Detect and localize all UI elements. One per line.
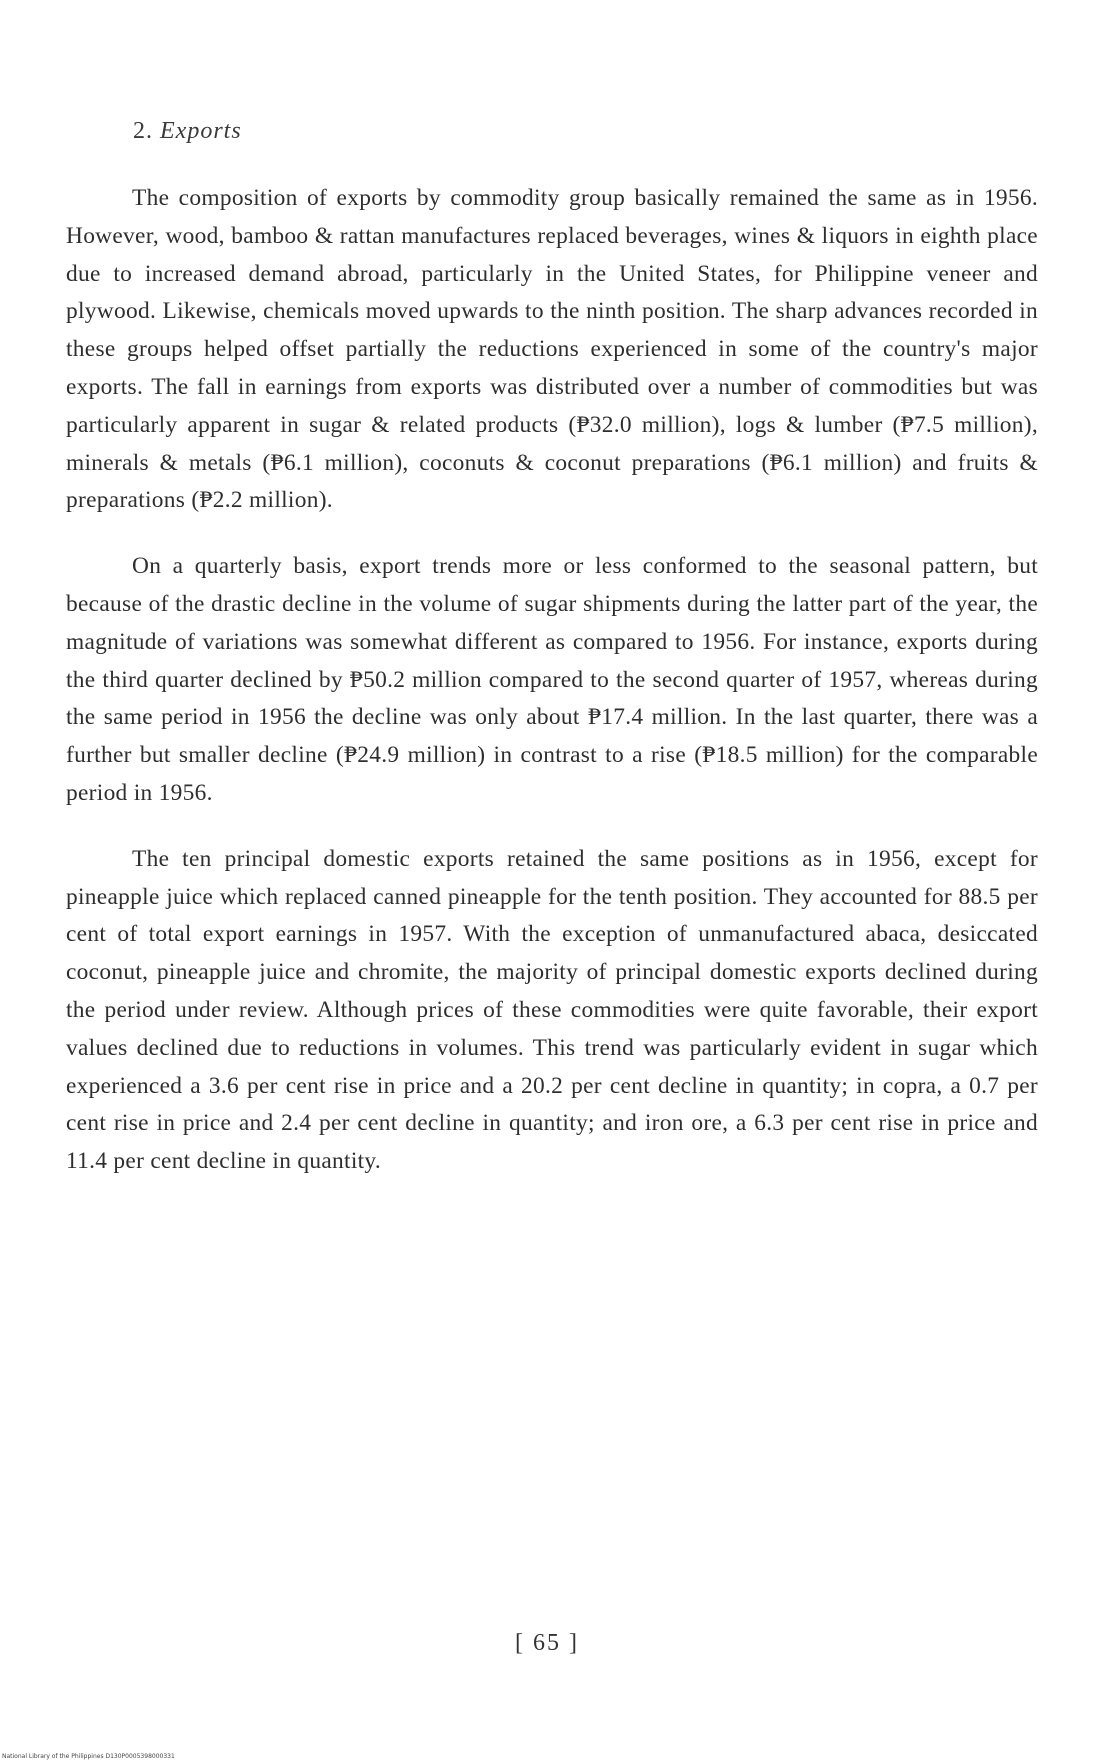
section-heading bbox=[133, 118, 242, 145]
paragraph-principal-exports: The ten principal domestic exports retained the same positions as in 1956, except for pineapple juice which replaced canned pineapple for the tenth position. They accounted for 88.5 per cent of total export earnings in 1957. With the exception of unmanufactured abaca, desiccated coconut, pineapple juice and chromite, the majority of principal domestic exports declined during the period under review. Although prices of these commodities were quite favorable, their export values declined due to reductions in volumes. This trend was particularly evident in sugar which experienced a 3.6 per cent rise in price and a 20.2 per cent decline in quantity; in copra, a 0.7 per cent rise in price and 2.4 per cent decline in quantity; and iron ore, a 6.3 per cent rise in price and 11.4 per cent decline in quantity. bbox=[66, 845, 1038, 1175]
paragraph-composition: The composition of exports by commodity group basically remained the same as in 1956. However, wood, bamboo & rattan manufactures replaced beverages, wines & liquors in eighth place due to increased demand abroad, particularly in the United States, for Philippine veneer and plywood. Likewise, chemicals moved upwards to the ninth position. The sharp advances recorded in these groups helped offset partially the reductions experienced in some of the country's major exports. The fall in earnings from exports was distributed over a number of commodities but was particularly apparent in sugar & related products (₱32.0 million), logs & lumber (₱7.5 million), minerals & metals (₱6.1 million), coconuts & coconut preparations (₱6.1 million) and fruits & preparations (₱2.2 million). bbox=[66, 185, 1038, 514]
section-title: Exports bbox=[160, 118, 242, 144]
page-number: [ 65 ] bbox=[515, 1630, 579, 1656]
paragraph-quarterly: On a quarterly basis, export trends more or less conformed to the seasonal pattern, but because of the drastic decline in the volume of sugar shipments during the latter part of the year, the magnitude of variations was somewhat different as compared to 1956. For instance, exports during the third quarter declined by ₱50.2 million compared to the second quarter of 1957, whereas during the same period in 1956 the decline was only about ₱17.4 million. In the last quarter, there was a further but smaller decline (₱24.9 million) in contrast to a rise (₱18.5 million) for the comparable period in 1956. bbox=[66, 553, 1038, 806]
scan-credit: National Library of the Philippines D130P0005398000331 bbox=[2, 1753, 175, 1760]
section-number: 2. bbox=[133, 118, 153, 144]
body-text bbox=[66, 180, 1038, 1209]
